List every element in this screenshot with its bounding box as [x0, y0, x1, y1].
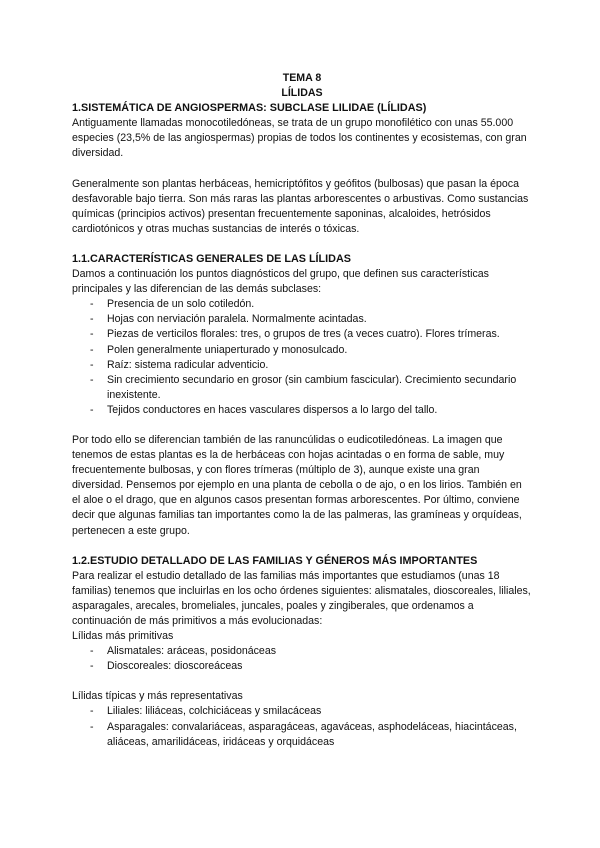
- list-item: - Tejidos conductores en haces vasculares dispersos a lo largo del tallo.: [72, 403, 532, 418]
- section-1-1-heading: 1.1.CARACTERÍSTICAS GENERALES DE LAS LÍLIDAS: [72, 252, 351, 265]
- section-1-heading: 1.SISTEMÁTICA DE ANGIOSPERMAS: SUBCLASE LILIDAE (LÍLIDAS): [72, 102, 427, 115]
- spacer: [72, 418, 532, 433]
- list-item: - Dioscoreales: dioscoreáceas: [72, 659, 532, 674]
- spacer: [72, 674, 532, 689]
- tema-number: TEMA 8: [282, 72, 322, 84]
- section-1-2-heading: 1.2.ESTUDIO DETALLADO DE LAS FAMILIAS Y GÉNEROS MÁS IMPORTANTES: [72, 554, 478, 567]
- section-1-paragraph: Antiguamente llamadas monocotiledóneas, se trata de un grupo monofilético con unas 55.000 especies (23,5% de las angiospermas) propias de todos los continentes y ecosistemas, con gran diversidad.: [72, 117, 527, 160]
- list-item: - Hojas con nerviación paralela. Normalmente acintadas.: [72, 312, 532, 327]
- group-1-label: Lílidas más primitivas: [72, 630, 174, 643]
- group-2-label: Lílidas típicas y más representativas: [72, 690, 243, 703]
- group-1-list: [72, 644, 532, 674]
- document-title: LÍLIDAS: [281, 87, 323, 100]
- list-item: - Polen generalmente uniaperturado y monosulcado.: [72, 343, 532, 358]
- list-item: - Alismatales: aráceas, posidonáceas: [72, 644, 532, 659]
- list-item: - Asparagales: convalariáceas, asparagáceas, agaváceas, asphodeláceas, hiacintáceas, aliáceas, amarilidáceas, iridáceas y orquidáceas: [72, 720, 532, 750]
- list-item: - Raíz: sistema radicular adventicio.: [72, 358, 532, 373]
- document-page: [72, 71, 532, 750]
- spacer: [72, 162, 532, 177]
- section-1-2-intro: Para realizar el estudio detallado de las familias más importantes que estudiamos (unas 18 familias) tenemos que incluirlas en los ocho órdenes siguientes: alismatales, dioscoreales, liliales, asparagales, arecales, bromeliales, juncales, poales y zingiberales, que ordenamos a continuación de más primitivos a más evolucionadas:: [72, 569, 531, 627]
- list-item: - Presencia de un solo cotiledón.: [72, 297, 532, 312]
- spacer: [72, 237, 532, 252]
- section-1-paragraph: Generalmente son plantas herbáceas, hemicriptófitos y geófitos (bulbosas) que pasan la época desfavorable bajo tierra. Son más raras las plantas arborescentes o arbustivas. Como sustancias químicas (principios activos) presentan frecuentemente saponinas, alcaloides, hetrósidos cardiotónicos y otras muchas sustancias de interés o tóxicas.: [72, 177, 529, 235]
- group-2-list: [72, 704, 532, 749]
- spacer: [72, 539, 532, 554]
- section-1-1-closing: Por todo ello se diferencian también de las ranuncúlidas o eudicotiledóneas. La imagen que tenemos de estas plantas es la de herbáceas con hojas acintadas o en forma de sable, muy frecuentemente bulbosas, y con flores trímeras (múltiplo de 3), aunque existe una gran diversidad. Pensemos por ejemplo en una planta de cebolla o de ajo, o en los lirios. También en el aloe o el drago, que en algunos casos presentan formas arborescentes. Por último, conviene decir que algunas familias tan importantes como la de las palmeras, las gramíneas y orquídeas, pertenecen a este grupo.: [72, 433, 522, 537]
- list-item: - Sin crecimiento secundario en grosor (sin cambium fascicular). Crecimiento secundario inexistente.: [72, 373, 532, 403]
- list-item: - Liliales: liliáceas, colchiciáceas y smilacáceas: [72, 704, 532, 719]
- section-1-1-intro: Damos a continuación los puntos diagnósticos del grupo, que definen sus características principales y las diferencian de las demás subclases:: [72, 268, 489, 296]
- characteristics-list: [72, 297, 532, 418]
- list-item: - Piezas de verticilos florales: tres, o grupos de tres (a veces cuatro). Flores trímeras.: [72, 327, 532, 342]
